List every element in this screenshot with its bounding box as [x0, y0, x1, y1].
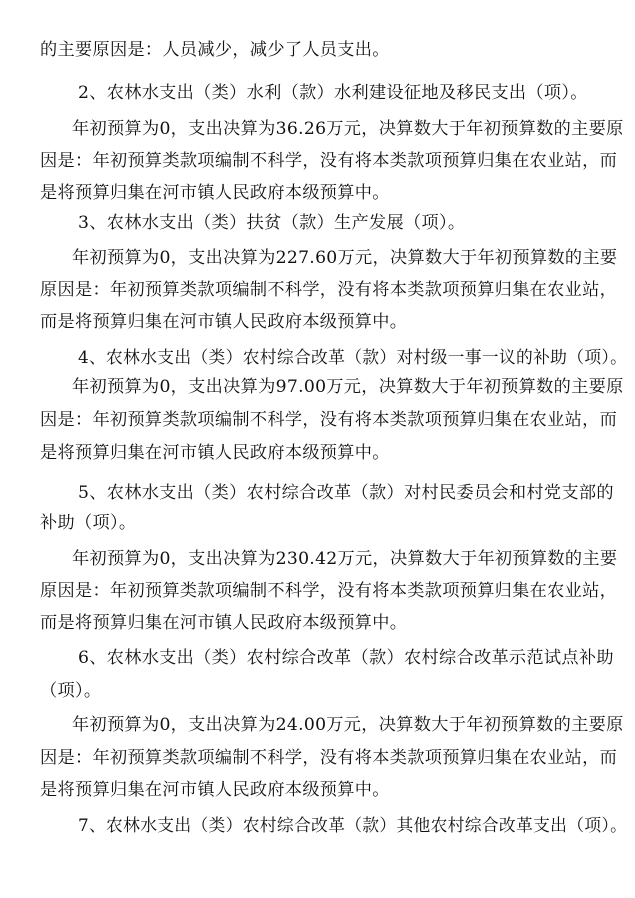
text-line: 是将预算归集在河市镇人民政府本级预算中。 [40, 443, 390, 463]
text-line: 年初预算为0，支出决算为36.26万元，决算数大于年初预算数的主要原 [72, 119, 624, 139]
section-heading: 5、农林水支出（类）农村综合改革（款）对村民委员会和村党支部的 [78, 483, 614, 503]
section-heading: 3、农林水支出（类）扶贫（款）生产发展（项）。 [78, 213, 466, 233]
text-line: 原因是：年初预算类款项编制不科学，没有将本类款项预算归集在农业站， [40, 280, 618, 300]
text-line: 年初预算为0，支出决算为24.00万元，决算数大于年初预算数的主要原 [72, 715, 624, 735]
text-line: 因是：年初预算类款项编制不科学，没有将本类款项预算归集在农业站，而 [40, 151, 618, 171]
text-line: 而是将预算归集在河市镇人民政府本级预算中。 [40, 613, 408, 633]
text-line: 因是：年初预算类款项编制不科学，没有将本类款项预算归集在农业站，而 [40, 410, 618, 430]
section-heading: 7、农林水支出（类）农村综合改革（款）其他农村综合改革支出（项）。 [78, 815, 628, 835]
text-line: 的主要原因是：人员减少，减少了人员支出。 [40, 40, 390, 60]
text-line: 年初预算为0，支出决算为97.00万元，决算数大于年初预算数的主要原 [72, 377, 624, 397]
text-line: 因是：年初预算类款项编制不科学，没有将本类款项预算归集在农业站，而 [40, 748, 618, 768]
section-heading: 2、农林水支出（类）水利（款）水利建设征地及移民支出（项）。 [78, 83, 588, 103]
section-heading: 6、农林水支出（类）农村综合改革（款）农村综合改革示范试点补助 [78, 648, 614, 668]
text-line: 而是将预算归集在河市镇人民政府本级预算中。 [40, 312, 408, 332]
text-line: 补助（项）。 [40, 513, 137, 533]
text-line: 是将预算归集在河市镇人民政府本级预算中。 [40, 183, 390, 203]
section-heading: 4、农林水支出（类）农村综合改革（款）对村级一事一议的补助（项）。 [78, 347, 628, 367]
text-line: 年初预算为0，支出决算为230.42万元，决算数大于年初预算数的主要 [72, 549, 618, 569]
text-line: 原因是：年初预算类款项编制不科学，没有将本类款项预算归集在农业站， [40, 581, 618, 601]
text-line: 年初预算为0，支出决算为227.60万元，决算数大于年初预算数的主要 [72, 248, 618, 268]
text-line: （项）。 [40, 681, 102, 701]
text-line: 是将预算归集在河市镇人民政府本级预算中。 [40, 780, 390, 800]
